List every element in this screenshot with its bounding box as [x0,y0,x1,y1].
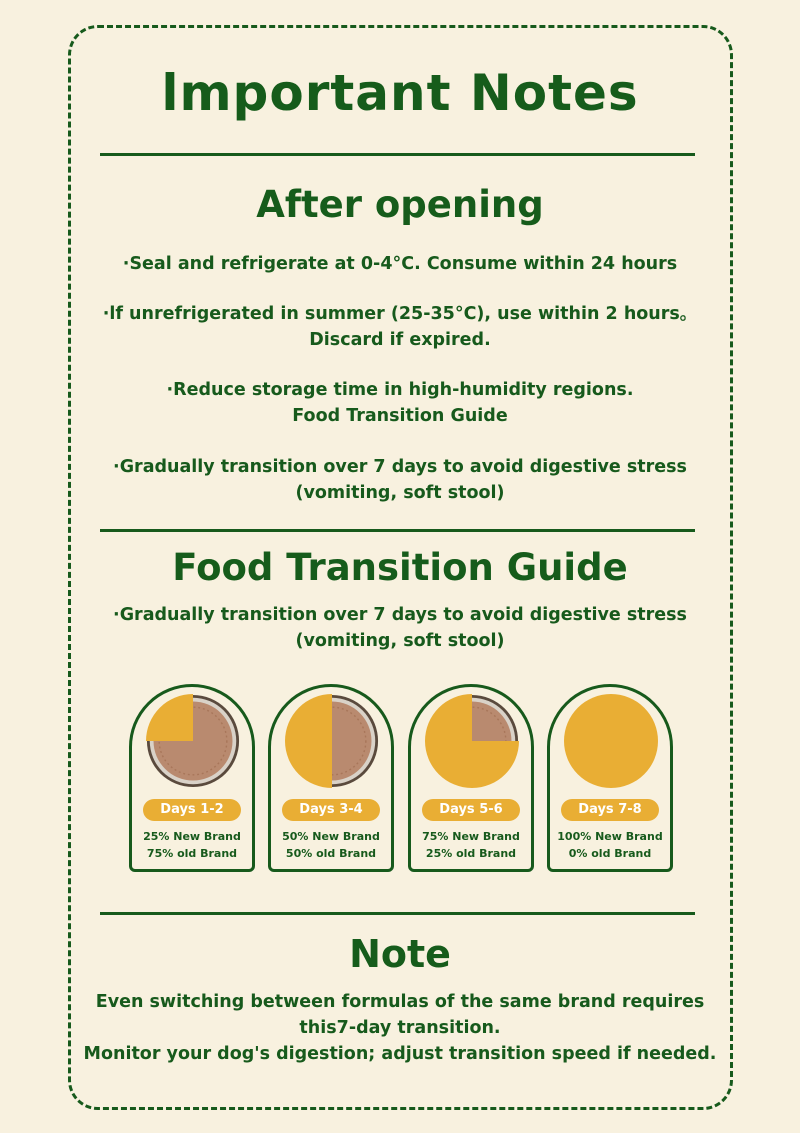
new-food-portion [425,694,519,788]
transition-line-2: (vomiting, soft stool) [295,631,505,651]
page-title: lmportant Notes [161,64,639,122]
bowl-chart [146,694,240,788]
transition-card [129,684,255,872]
after-opening-line-3: Discard if expired. [309,330,491,350]
old-brand-label: 75% old Brand [146,847,238,860]
divider [100,153,695,156]
transition-card [408,684,534,872]
old-brand-label: 50% old Brand [285,847,377,860]
bowl-chart [425,694,519,788]
after-opening-line-1: ·Seal and refrigerate at 0-4°C. Consume within 24 hours [122,254,678,274]
old-brand-label: 0% old Brand [568,847,652,860]
transition-line-1: ·Gradually transition over 7 days to avoid digestive stress [113,605,687,625]
days-badge: Days 5-6 [422,799,520,821]
bowl-chart [285,694,379,788]
note-line-1: Even switching between formulas of the same brand requires [95,992,705,1012]
days-badge: Days 1-2 [143,799,241,821]
new-food-portion [285,694,332,788]
divider [100,529,695,532]
new-brand-label: 50% New Brand [282,830,380,843]
divider [100,912,695,915]
after-opening-heading: After opening [256,183,544,226]
new-brand-label: 100% New Brand [557,830,663,843]
transition-heading: Food Transition Guide [172,546,628,589]
transition-card [268,684,394,872]
days-badge: Days 3-4 [282,799,380,821]
new-brand-label: 25% New Brand [143,830,241,843]
note-line-2: this7-day transition. [299,1018,501,1038]
new-brand-label: 75% New Brand [422,830,520,843]
after-opening-line-4: ·Reduce storage time in high-humidity regions. [166,380,634,400]
note-heading: Note [349,932,451,976]
after-opening-line-7: (vomiting, soft stool) [295,483,505,503]
after-opening-line-6: ·Gradually transition over 7 days to avoid digestive stress [113,457,687,477]
old-brand-label: 25% old Brand [425,847,517,860]
transition-card [547,684,673,872]
days-badge: Days 7-8 [561,799,659,821]
new-food-portion [146,694,193,741]
after-opening-line-2: ·lf unrefrigerated in summer (25-35°C), use within 2 hours。 [102,304,698,324]
bowl-chart [564,694,658,788]
note-line-3: Monitor your dog's digestion; adjust transition speed if needed. [83,1044,717,1064]
after-opening-line-5: Food Transition Guide [292,406,508,426]
new-food-portion [564,694,658,788]
